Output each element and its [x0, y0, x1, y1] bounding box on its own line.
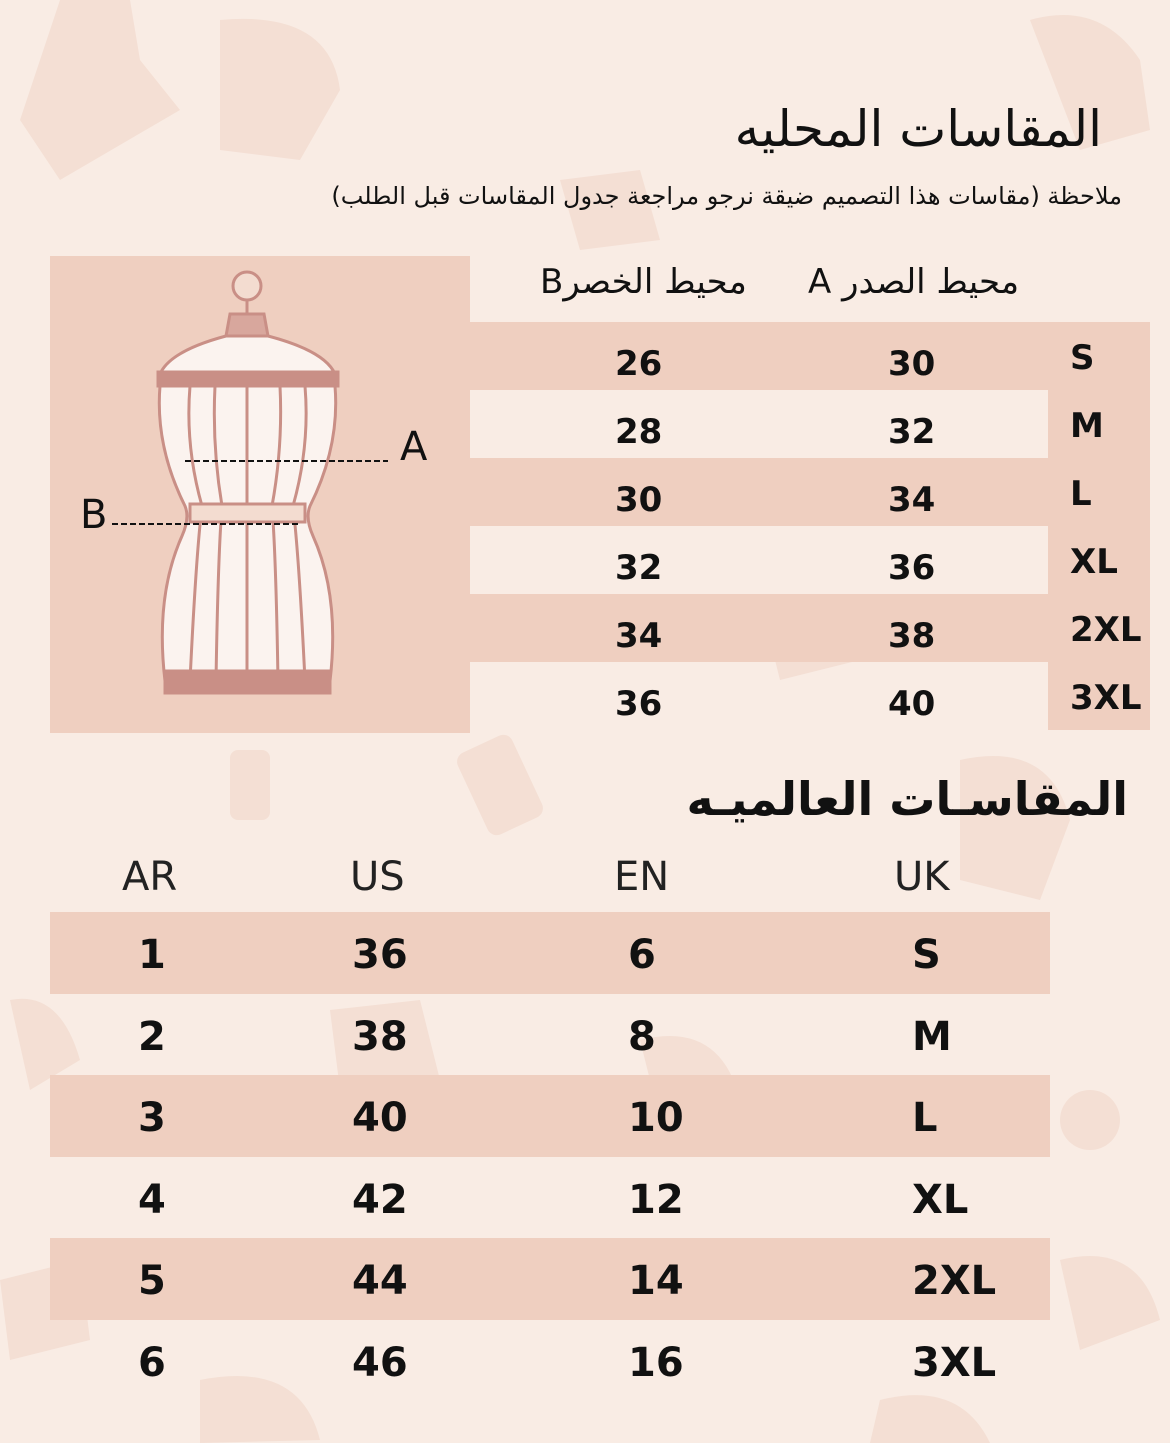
uk-cell: 3XL: [912, 1339, 997, 1386]
marker-b-label: B: [80, 492, 108, 538]
size-cell: L: [1070, 474, 1092, 514]
ar-cell: 5: [138, 1258, 166, 1304]
table-row: [470, 594, 1150, 662]
local-size-table: [470, 322, 1150, 730]
uk-cell: L: [912, 1095, 938, 1141]
us-cell: 40: [352, 1095, 408, 1141]
table-row: [50, 912, 1050, 994]
chest-cell: 40: [888, 684, 936, 724]
table-row: [50, 1320, 1050, 1402]
chest-cell: 36: [888, 548, 936, 588]
uk-cell: 2XL: [912, 1258, 997, 1304]
local-sizes-title: المقاسات المحليه: [734, 100, 1102, 158]
header-chest: محيط الصدر A: [808, 262, 1020, 302]
ar-cell: 6: [138, 1339, 166, 1386]
us-cell: 46: [352, 1339, 408, 1386]
size-note: ملاحظة (مقاسات هذا التصميم ضيقة نرجو مراجعة جدول المقاسات قبل الطلب): [331, 182, 1122, 210]
international-sizes-title: المقاسـات العالميـه: [686, 772, 1128, 826]
size-cell: 3XL: [1070, 678, 1142, 718]
international-size-table: [50, 912, 1050, 1401]
header-en: EN: [614, 854, 670, 900]
table-row: [50, 1075, 1050, 1157]
us-cell: 44: [352, 1258, 408, 1304]
mannequin-icon: [50, 256, 470, 733]
size-cell: M: [1070, 406, 1104, 446]
header-us: US: [350, 854, 405, 900]
en-cell: 16: [628, 1339, 684, 1386]
table-row: [470, 322, 1150, 390]
waist-cell: 36: [615, 684, 663, 724]
us-cell: 38: [352, 1013, 408, 1060]
waist-cell: 28: [615, 412, 663, 452]
waist-cell: 32: [615, 548, 663, 588]
marker-a-label: A: [400, 424, 428, 470]
chest-cell: 34: [888, 480, 936, 520]
header-waist: محيط الخصرB: [540, 262, 747, 302]
en-cell: 8: [628, 1013, 656, 1060]
en-cell: 14: [628, 1258, 684, 1304]
size-cell: XL: [1070, 542, 1118, 582]
chest-cell: 32: [888, 412, 936, 452]
table-row: [50, 994, 1050, 1076]
size-cell: 2XL: [1070, 610, 1142, 650]
ar-cell: 4: [138, 1176, 166, 1223]
table-row: [470, 390, 1150, 458]
table-row: [470, 662, 1150, 730]
waist-cell: 30: [615, 480, 663, 520]
ar-cell: 3: [138, 1095, 166, 1141]
uk-cell: XL: [912, 1176, 969, 1223]
table-row: [470, 526, 1150, 594]
waist-cell: 26: [615, 344, 663, 384]
table-row: [50, 1238, 1050, 1320]
mannequin-panel: [50, 256, 470, 733]
us-cell: 42: [352, 1176, 408, 1223]
chest-cell: 30: [888, 344, 936, 384]
uk-cell: S: [912, 932, 941, 978]
chest-cell: 38: [888, 616, 936, 656]
us-cell: 36: [352, 932, 408, 978]
table-row: [470, 458, 1150, 526]
ar-cell: 1: [138, 932, 166, 978]
ar-cell: 2: [138, 1013, 166, 1060]
header-ar: AR: [122, 854, 178, 900]
uk-cell: M: [912, 1013, 952, 1060]
header-uk: UK: [894, 854, 950, 900]
waist-cell: 34: [615, 616, 663, 656]
size-cell: S: [1070, 338, 1095, 378]
table-row: [50, 1157, 1050, 1239]
en-cell: 12: [628, 1176, 684, 1223]
en-cell: 6: [628, 932, 656, 978]
en-cell: 10: [628, 1095, 684, 1141]
